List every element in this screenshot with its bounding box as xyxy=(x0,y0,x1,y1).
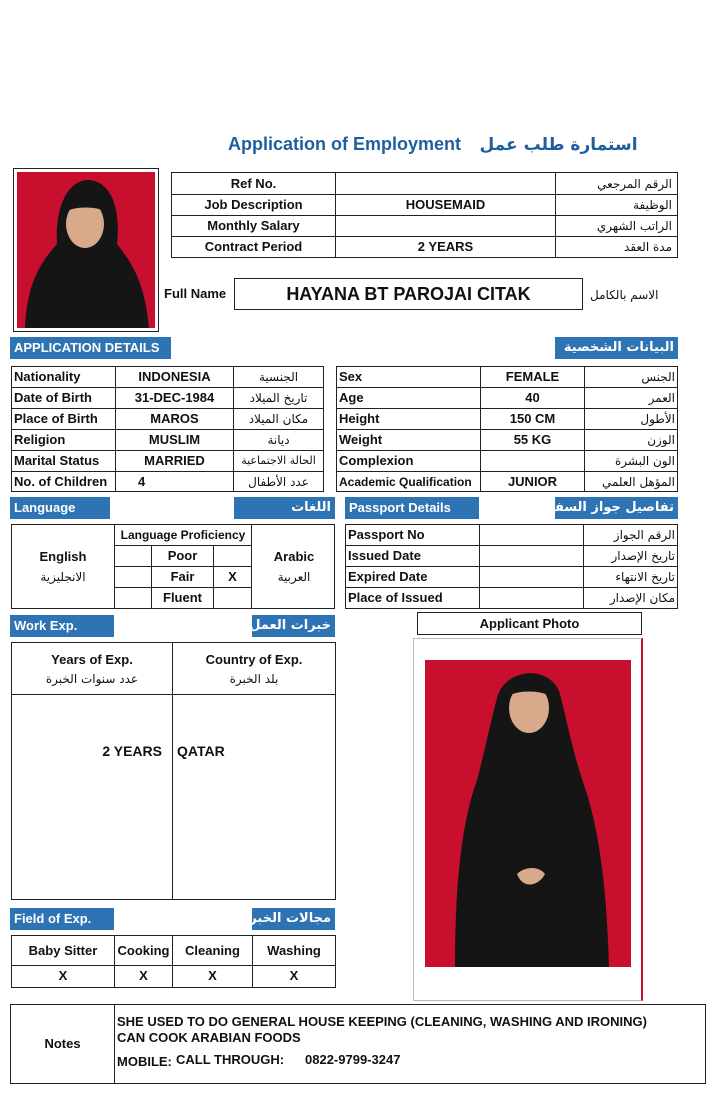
qualification-value: JUNIOR xyxy=(507,474,558,489)
years-exp-label: Years of Exp. xyxy=(51,652,133,667)
children-label-ar: عدد الأطفال xyxy=(248,475,309,489)
english-label: English xyxy=(39,549,87,564)
applicant-photo-large xyxy=(425,660,631,967)
weight-label: Weight xyxy=(339,432,383,447)
applicant-photo-label-box xyxy=(417,612,642,635)
passport-no-label: Passport No xyxy=(348,527,425,542)
weight-label-ar: الوزن xyxy=(647,433,675,447)
monthly-salary-label-ar: الراتب الشهري xyxy=(596,219,672,233)
applicant-photo-small-frame xyxy=(13,168,159,332)
work-exp-table xyxy=(11,642,336,900)
notes-call-through: CALL THROUGH: xyxy=(176,1052,285,1067)
cleaning-label: Cleaning xyxy=(185,943,240,958)
arabic-fair-mark: X xyxy=(228,569,237,584)
arabic-label-ar: العربية xyxy=(277,570,311,584)
monthly-salary-label: Monthly Salary xyxy=(207,218,300,233)
notes-phone: 0822-9799-3247 xyxy=(305,1052,401,1067)
notes-line-2: CAN COOK ARABIAN FOODS xyxy=(117,1030,301,1045)
contract-period-value: 2 YEARS xyxy=(417,239,474,254)
top-info-table xyxy=(171,172,678,258)
country-exp-label: Country of Exp. xyxy=(205,652,303,667)
field-exp-header-ar: مجالات الخبرة xyxy=(252,908,335,930)
full-name-label-ar: الاسم بالكامل xyxy=(590,288,659,302)
qualification-label: Academic Qualification xyxy=(339,475,472,489)
qualification-label-ar: المؤهل العلمي xyxy=(601,475,675,489)
work-exp-header: Work Exp. xyxy=(10,615,114,637)
marital-status-label: Marital Status xyxy=(14,453,100,468)
personal-details-table xyxy=(11,366,324,492)
cleaning-mark: X xyxy=(208,968,217,983)
application-details-header: APPLICATION DETAILS xyxy=(10,337,171,359)
application-details-header-ar: البيانات الشخصية xyxy=(555,337,678,359)
full-name-value: HAYANA BT PAROJAI CITAK xyxy=(286,284,531,304)
notes-mobile-label: MOBILE: xyxy=(117,1054,172,1069)
washing-label: Washing xyxy=(267,943,321,958)
form-title xyxy=(228,134,678,160)
complexion-label-ar: الون البشرة xyxy=(614,454,675,468)
ref-no-label-ar: الرقم المرجعي xyxy=(597,177,672,191)
form-title-en: Application of Employment xyxy=(228,134,462,154)
weight-value: 55 KG xyxy=(513,432,552,447)
sex-label: Sex xyxy=(339,369,363,384)
full-name-label: Full Name xyxy=(164,286,227,301)
sex-label-ar: الجنس xyxy=(641,370,675,384)
height-label: Height xyxy=(339,411,380,426)
passport-no-label-ar: الرقم الجواز xyxy=(613,528,675,542)
contract-period-label: Contract Period xyxy=(204,239,303,254)
sex-value: FEMALE xyxy=(505,369,560,384)
expired-date-label: Expired Date xyxy=(348,569,428,584)
notes-box xyxy=(10,1004,706,1084)
age-value: 40 xyxy=(525,390,540,405)
fair-label: Fair xyxy=(170,569,195,584)
marital-status-label-ar: الحالة الاجتماعية xyxy=(241,454,316,467)
passport-header-ar: تفاصيل جواز السفر xyxy=(555,497,678,519)
date-of-birth-label: Date of Birth xyxy=(14,390,92,405)
country-exp-label-ar: بلد الخبرة xyxy=(229,672,279,686)
job-description-label-ar: الوظيفة xyxy=(633,198,672,212)
baby-sitter-mark: X xyxy=(58,968,68,983)
arabic-label: Arabic xyxy=(273,549,315,564)
expired-date-label-ar: تاريخ الانتهاء xyxy=(615,570,675,584)
passport-table xyxy=(345,524,678,609)
notes-line-1: SHE USED TO DO GENERAL HOUSE KEEPING (CLEANING, WASHING AND IRONING) xyxy=(117,1014,647,1029)
issued-date-label-ar: تاريخ الإصدار xyxy=(611,549,675,563)
cooking-label: Cooking xyxy=(117,943,170,958)
religion-label-ar: ديانة xyxy=(267,433,290,447)
years-exp-value: 2 YEARS xyxy=(102,743,162,759)
washing-mark: X xyxy=(289,968,299,983)
form-title-ar: استمارة طلب عمل xyxy=(479,135,638,155)
place-of-birth-value: MAROS xyxy=(150,411,199,426)
cooking-mark: X xyxy=(139,968,148,983)
years-exp-label-ar: عدد سنوات الخبرة xyxy=(45,672,139,686)
marital-status-value: MARRIED xyxy=(144,453,205,468)
religion-value: MUSLIM xyxy=(148,432,201,447)
height-value: 150 CM xyxy=(509,411,556,426)
job-description-label: Job Description xyxy=(204,197,303,212)
place-of-birth-label: Place of Birth xyxy=(14,411,98,426)
nationality-label-ar: الجنسية xyxy=(258,370,299,384)
children-label: No. of Children xyxy=(14,474,108,489)
language-proficiency-label: Language Proficiency xyxy=(120,528,246,542)
field-exp-table xyxy=(11,935,336,988)
field-exp-header: Field of Exp. xyxy=(10,908,114,930)
contract-period-label-ar: مدة العقد xyxy=(624,240,672,254)
country-exp-value: QATAR xyxy=(177,743,225,759)
place-of-issue-label-ar: مكان الإصدار xyxy=(609,591,675,605)
language-table xyxy=(11,524,335,609)
language-header: Language xyxy=(10,497,110,519)
nationality-value: INDONESIA xyxy=(138,369,211,384)
place-of-issue-label: Place of Issued xyxy=(348,590,443,605)
date-of-birth-label-ar: تاريخ الميلاد xyxy=(249,391,308,405)
height-label-ar: الأطول xyxy=(640,412,675,426)
work-exp-header-ar: خبرات العمل xyxy=(252,615,335,637)
date-of-birth-value: 31-DEC-1984 xyxy=(134,390,215,405)
physical-details-table xyxy=(336,366,678,492)
applicant-photo-small xyxy=(17,172,155,328)
language-header-ar: اللغات xyxy=(234,497,335,519)
baby-sitter-label: Baby Sitter xyxy=(28,943,98,958)
applicant-photo-label: Applicant Photo xyxy=(479,616,580,631)
religion-label: Religion xyxy=(14,432,66,447)
full-name-box xyxy=(234,278,583,310)
complexion-label: Complexion xyxy=(339,453,414,468)
nationality-label: Nationality xyxy=(14,369,81,384)
applicant-photo-frame xyxy=(413,638,643,1001)
english-label-ar: الانجليزية xyxy=(40,570,86,584)
age-label-ar: العمر xyxy=(648,391,675,405)
poor-label: Poor xyxy=(167,548,198,563)
ref-no-label: Ref No. xyxy=(230,176,277,191)
place-of-birth-label-ar: مكان الميلاد xyxy=(248,412,309,426)
issued-date-label: Issued Date xyxy=(348,548,421,563)
children-value: 4 xyxy=(138,474,146,489)
job-description-value: HOUSEMAID xyxy=(405,197,486,212)
notes-label: Notes xyxy=(44,1036,81,1051)
age-label: Age xyxy=(339,390,364,405)
passport-header: Passport Details xyxy=(345,497,479,519)
fluent-label: Fluent xyxy=(163,590,202,605)
